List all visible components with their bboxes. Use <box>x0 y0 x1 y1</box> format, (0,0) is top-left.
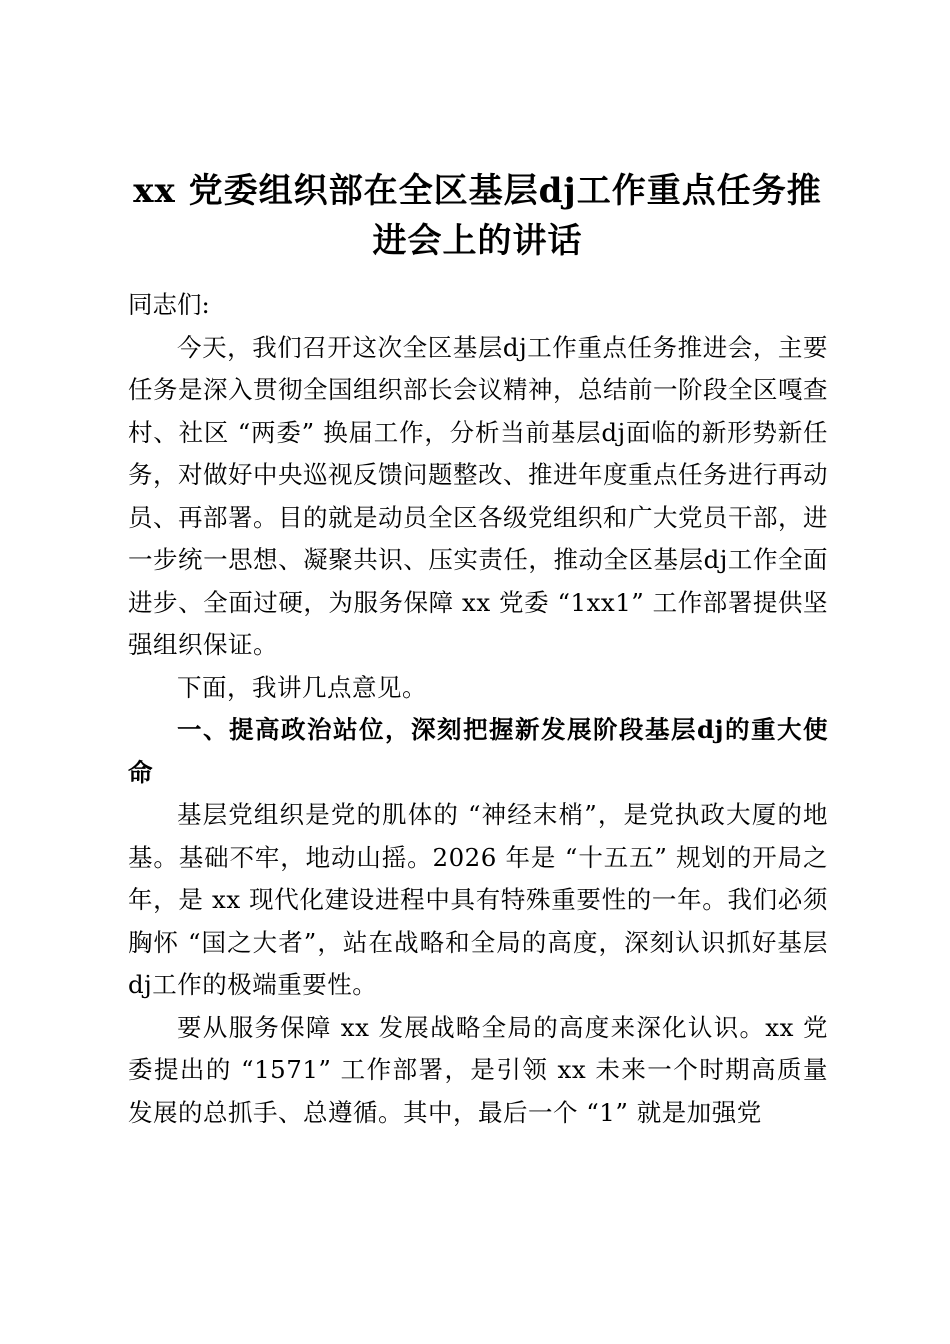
section-heading-1: 一、提高政治站位，深刻把握新发展阶段基层dj的重大使命 <box>128 715 828 787</box>
paragraph-transition: 下面，我讲几点意见。 <box>177 672 427 702</box>
paragraph-intro: 今天，我们召开这次全区基层dj工作重点任务推进会，主要任务是深入贯彻全国组织部长会议精神，总结前一阶段全区嘎查村、社区 “两委” 换届工作，分析当前基层dj面临的新形势新任务，对做好中央巡视反馈问题整改、推进年度重点任务进行再动员、再部署。目的就是动员全区各级党组织和广大党员干部，进一步统一思想、凝聚共识、压实责任，推动全区基层dj工作全面进步、全面过硬，为服务保障 xx 党委 “1xx1” 工作部署提供坚强组织保证。 <box>128 332 828 659</box>
paragraph-section1-b: 要从服务保障 xx 发展战略全局的高度来深化认识。xx 党委提出的 “1571” 工作部署，是引领 xx 未来一个时期高质量发展的总抓手、总遵循。其中，最后一个 “1” 就是加强党 <box>128 1012 828 1127</box>
document-body <box>128 284 828 1134</box>
salutation: 同志们: <box>128 290 210 319</box>
document-title: xx 党委组织部在全区基层dj工作重点任务推进会上的讲话 <box>133 171 822 261</box>
paragraph-section1-a: 基层党组织是党的肌体的 “神经末梢”，是党执政大厦的地基。基础不牢，地动山摇。2026 年是 “十五五” 规划的开局之年，是 xx 现代化建设进程中具有特殊重要性的一年。我们必须胸怀 “国之大者”，站在战略和全局的高度，深刻认识抓好基层dj工作的极端重要性。 <box>128 800 828 999</box>
